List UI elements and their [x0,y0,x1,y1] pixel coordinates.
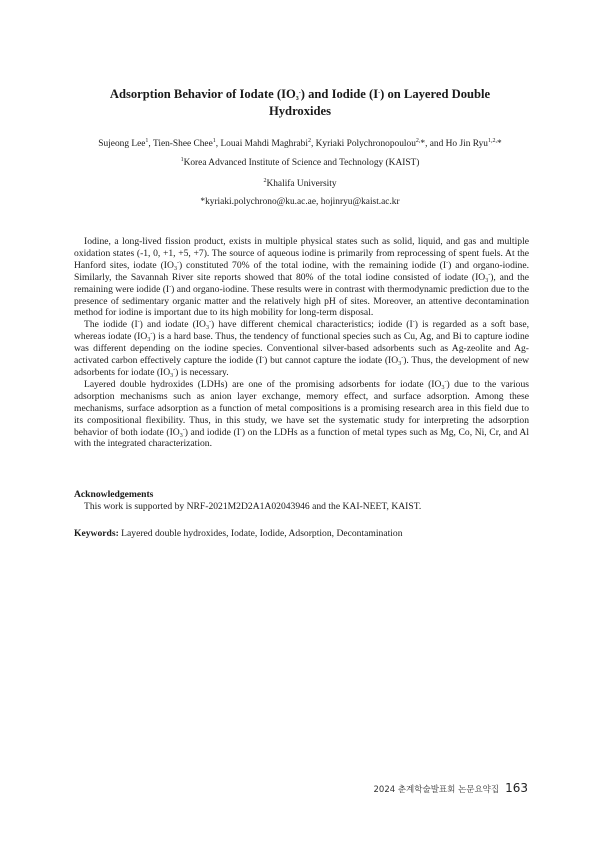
author-list: Sujeong Lee$^1$, Tien-Shee Chee$^1$, Louai Mahdi Maghrabi$^2$, Kyriaki Polychronopoulou$^{2,}$*, and Ho Jin Ryu$^{1,2,}$* [98,138,502,149]
proceedings-title: 2024 춘계학술발표회 논문요약집 [373,785,500,795]
page-footer [374,781,528,795]
affiliation-1: $^1$Korea Advanced Institute of Science and Technology (KAIST) [180,157,420,168]
abstract-body [74,236,529,450]
paragraph-3: Layered double hydroxides (LDHs) are one of the promising adsorbents for iodate $(IO_3^-)$ due to the various adsorption mechanisms such as anion layer exchange, memory effect, and surface adsorption. Among these mechanisms, surface adsorption as a function of metal compositions is a promising research area in this field due to its compositional flexibility. Thus, in this study, we have set the systematic study for interpreting the adsorption behavior of both iodate $(IO_3^-)$ and iodide (I-) on the LDHs as a function of metal types such as Mg, Co, Ni, Cr, and Al with the integrated characterization. [74,378,529,450]
paper-title: Adsorption Behavior of Iodate $(IO_3^-)$ and Iodide (I-) on Layered Double Hydroxides [109,87,491,118]
paragraph-1: Iodine, a long-lived fission product, exists in multiple physical states such as solid, liquid, and gas and multiple oxidation states (-1, 0, +1, +5, +7). The source of aqueous iodine is primarily from reprocessing of spent fuels. At the Hanford sites, iodate $(IO_3^-)$ constituted 70% of the total iodine, with the remaining iodide (I-) and organo-iodine. Similarly, the Savannah River site reports showed that 80% of the total iodine consisted of iodate $(IO_3^-)$, and the remaining were iodide (I-) and organo-iodine. These results were in contrast with thermodynamic prediction due to the presence of sedimentary organic matter and the relatively high pH of sites. Moreover, an attentive decontamination method for iodine is important due to its high mobility for long-term disposal. [74,236,530,319]
affiliation-2: $^2$Khalifa University [263,178,337,189]
page-number: 163 [505,781,528,795]
acknowledgements-text: This work is supported by NRF-2021M2D2A1A02043946 and the KAI-NEET, KAIST. [84,501,422,512]
acknowledgements-heading: Acknowledgements [74,489,154,500]
paragraph-2: The iodide (I-) and iodate $(IO_3^-)$ have different chemical characteristics; iodide (I-) is regarded as a soft base, whereas iodate $(IO_3^-)$ is a hard base. Thus, the tendency of functional species such as Cu, Ag, and Bi to capture iodine was different depending on the iodine species. Conventional silver-based adsorbents such as Ag-zeolite and Ag-activated carbon effectively capture the iodide (I-) but cannot capture the iodate $(IO_3^-)$. Thus, the development of new adsorbents for iodate $(IO_3^-)$ is necessary. [74,319,530,379]
keywords-text: Layered double hydroxides, Iodate, Iodide, Adsorption, Decontamination [118,528,403,539]
keywords [74,528,403,539]
keywords-label: Keywords: [74,528,119,539]
contact-email: *kyriaki.polychrono@ku.ac.ae, hojinryu@kaist.ac.kr [200,197,400,207]
